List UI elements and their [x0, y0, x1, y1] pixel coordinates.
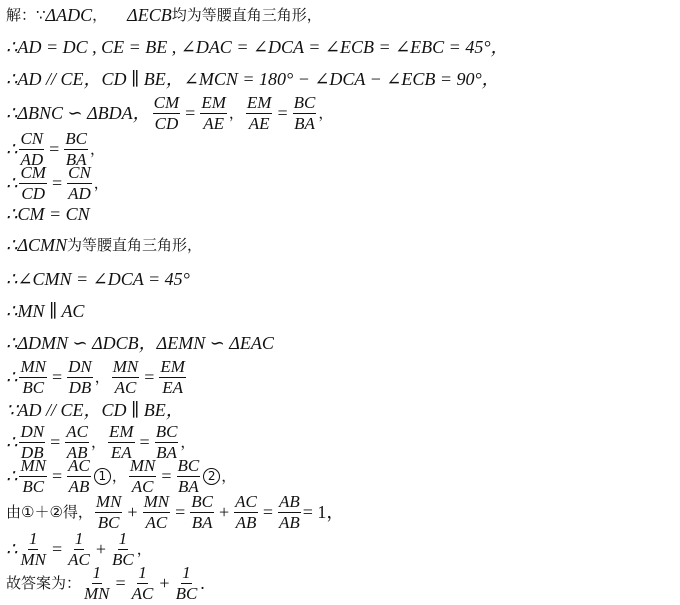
circled-number-1: 1	[94, 468, 111, 485]
fraction-bc-ba: $\frac{BC}{BA}$	[155, 422, 178, 462]
solution-line-3	[6, 64, 500, 94]
solution-line-9: ∴∠CMN = ∠DCA = 45°	[6, 269, 190, 289]
solution-line-13: ∵AD // CE，CD ∥ BE，	[6, 400, 184, 420]
fraction-em-ea: $\frac{EM}{EA}$	[108, 422, 134, 462]
separator: ，	[92, 5, 108, 24]
line-content: ∴AD // CE，CD ∥ BE，∠MCN = 180° − ∠DCA − ∠ECB = 90°，	[6, 69, 500, 89]
fraction-cm-cd: $\frac{CM}{CD}$	[20, 163, 46, 203]
line-lead: ∴ΔBNC ∽ ΔBDA，	[6, 103, 151, 123]
solution-line-11: ∴ΔDMN ∽ ΔDCB，ΔEMN ∽ ΔEAC	[6, 333, 274, 353]
solution-line-7: ∴CM = CN	[6, 204, 90, 224]
fraction-mn-bc: $\frac{MN}{BC}$	[20, 456, 46, 496]
fraction-bc-ba: $\frac{BC}{BA}$	[293, 93, 316, 133]
fraction-em-ae-2: $\frac{EM}{AE}$	[246, 93, 272, 133]
fraction-cm-cd: $\frac{CM}{CD}$	[153, 93, 180, 133]
solution-line-5: ∴ $\frac{CN}{AD}$ = $\frac{BC}{BA}$ ，	[6, 129, 106, 169]
solution-line-16: 由①＋②得， $\frac{MN}{BC}$ + $\frac{MN}{AC}$ = $\frac{BC}{BA}$ + $\frac{AC}{AB}$ = $\frac{AB}{AB}$ = 1，	[6, 492, 345, 532]
fraction-1-bc: $\frac{1}{BC}$	[175, 563, 198, 603]
fraction-dn-db: $\frac{DN}{DB}$	[20, 422, 45, 462]
fraction-bc-ba: $\frac{BC}{BA}$	[191, 492, 213, 532]
fraction-ab-ab: $\frac{AB}{AB}$	[279, 492, 300, 532]
fraction-dn-db: $\frac{DN}{DB}$	[68, 357, 92, 397]
line-content: ∴AD = DC , CE = BE , ∠DAC = ∠DCA = ∠ECB = ∠EBC = 45°，	[6, 37, 509, 57]
fraction-em-ea: $\frac{EM}{EA}$	[160, 357, 185, 397]
fraction-1-bc: $\frac{1}{BC}$	[112, 529, 134, 569]
triangle-adc: ΔADC	[45, 5, 93, 25]
fraction-ac-ab: $\frac{AC}{AB}$	[66, 422, 88, 462]
circled-number-2: 2	[203, 468, 220, 485]
fraction-1-mn: $\frac{1}{MN}$	[84, 563, 110, 603]
fraction-ac-ab: $\frac{AC}{AB}$	[68, 456, 90, 496]
solution-line-15: ∴ $\frac{MN}{BC}$ = $\frac{AC}{AB}$ 1 ， $\frac{MN}{AC}$ = $\frac{BC}{BA}$ 2 ，	[6, 456, 237, 496]
fraction-mn-ac: $\frac{MN}{AC}$	[129, 456, 156, 496]
triangle-cmn: ΔCMN	[17, 235, 68, 255]
solution-line-1	[6, 0, 322, 30]
triangle-ecb: ΔECB	[127, 5, 172, 25]
fraction-em-ae: $\frac{EM}{AE}$	[201, 93, 226, 133]
line-therefore: 解：∵	[6, 5, 46, 24]
line-tail: 均为等腰直角三角形，	[171, 5, 322, 24]
solution-line-6: ∴ $\frac{CM}{CD}$ = $\frac{CN}{AD}$ ，	[6, 163, 109, 203]
fraction-1-mn: $\frac{1}{MN}$	[20, 529, 46, 569]
solution-line-10: ∴MN ∥ AC	[6, 301, 85, 321]
fraction-mn-ac: $\frac{MN}{AC}$	[143, 492, 170, 532]
solution-line-2	[6, 32, 509, 62]
fraction-cn-ad: $\frac{CN}{AD}$	[20, 129, 44, 169]
solution-line-14: ∴ $\frac{DN}{DB}$ = $\frac{AC}{AB}$ ， $\frac{EM}{EA}$ = $\frac{BC}{BA}$ ，	[6, 422, 196, 462]
fraction-bc-ba: $\frac{BC}{BA}$	[65, 129, 88, 169]
fraction-mn-ac: $\frac{MN}{AC}$	[112, 357, 139, 397]
solution-line-8: ∴ ΔCMN 为等腰直角三角形，	[6, 235, 203, 255]
fraction-ac-ab: $\frac{AC}{AB}$	[235, 492, 257, 532]
fraction-1-ac: $\frac{1}{AC}$	[68, 529, 90, 569]
solution-line-17: ∴ $\frac{1}{MN}$ = $\frac{1}{AC}$ + $\frac{1}{BC}$ ，	[6, 529, 152, 569]
final-answer-line: 故答案为： $\frac{1}{MN}$ = $\frac{1}{AC}$ + $\frac{1}{BC}$ .	[6, 563, 205, 603]
fraction-bc-ba: $\frac{BC}{BA}$	[177, 456, 200, 496]
fraction-mn-bc: $\frac{MN}{BC}$	[20, 357, 46, 397]
solution-line-12: ∴ $\frac{MN}{BC}$ = $\frac{DN}{DB}$ ， $\frac{MN}{AC}$ = $\frac{EM}{EA}$	[6, 357, 185, 397]
fraction-mn-bc: $\frac{MN}{BC}$	[95, 492, 122, 532]
fraction-1-ac: $\frac{1}{AC}$	[131, 563, 154, 603]
solution-line-4: ∴ΔBNC ∽ ΔBDA， $\frac{CM}{CD}$ = $\frac{EM}{AE}$ ， $\frac{EM}{AE}$ = $\frac{BC}{BA}$ ，	[6, 93, 334, 133]
fraction-cn-ad: $\frac{CN}{AD}$	[68, 163, 91, 203]
